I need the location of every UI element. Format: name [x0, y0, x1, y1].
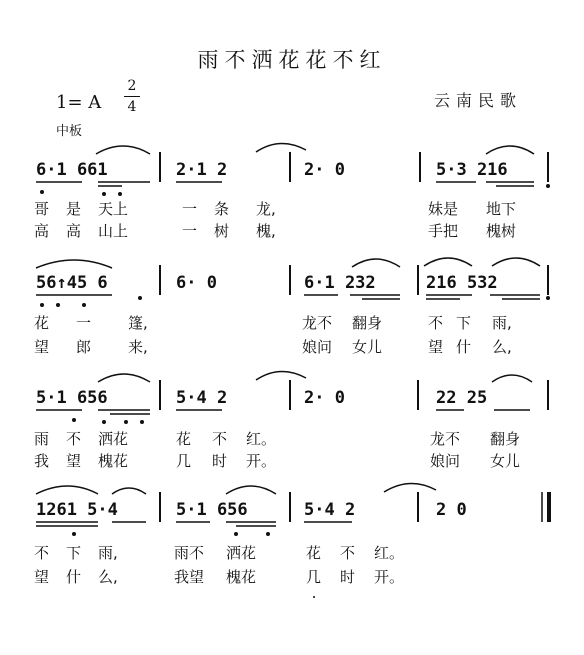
lyric-2-1-4: 龙不 — [302, 314, 333, 332]
lyric-2-1-2: 一 — [76, 314, 92, 332]
lyric-2-1-8: 雨, — [492, 314, 512, 332]
lyric-1-1-6: 龙, — [256, 200, 276, 218]
lyric-2-2-6: 望 — [428, 338, 444, 356]
lyric-1-2-4: 一 — [182, 222, 198, 240]
lyric-3-1-7: 龙不 — [430, 430, 461, 448]
lyric-1-1-7: 妹是 — [428, 200, 459, 218]
octave-dot — [546, 296, 550, 300]
lyric-3-1-2: 不 — [66, 430, 82, 448]
time-signature-top: 2 — [127, 78, 137, 94]
lyric-4-2-1: 望 — [34, 568, 50, 586]
octave-dot — [124, 420, 128, 424]
lyric-1-2-3: 山上 — [98, 222, 129, 240]
lyric-1-1-5: 条 — [214, 200, 230, 218]
lyric-4-1-1: 不 — [34, 544, 50, 562]
measure-4-3: 5·4 2 — [304, 500, 356, 520]
lyric-2-1-3: 篷, — [128, 314, 148, 332]
slur — [96, 146, 150, 154]
lyric-3-2-6: 开。 — [246, 452, 277, 470]
lyric-2-2-2: 郎 — [76, 338, 92, 356]
measure-1-3: 2· 0 — [304, 160, 345, 180]
lyric-3-1-5: 不 — [212, 430, 228, 448]
tempo-marking: 中板 — [56, 124, 83, 139]
measure-4-1: 1261 5·4 — [36, 500, 118, 520]
lyric-3-2-1: 我 — [34, 452, 50, 470]
lyric-2-1-7: 下 — [456, 314, 472, 332]
measure-4-2: 5·1 656 — [176, 500, 248, 520]
tie — [256, 371, 306, 380]
lyric-3-2-2: 望 — [66, 452, 82, 470]
octave-dot — [72, 418, 76, 422]
lyric-2-2-5: 女儿 — [352, 338, 383, 356]
tie — [256, 143, 306, 152]
lyric-1-1-2: 是 — [66, 200, 82, 218]
slur — [492, 258, 540, 266]
lyric-1-2-8: 槐树 — [486, 222, 517, 240]
lyric-3-2-8: 女儿 — [490, 452, 521, 470]
lyric-4-1-6: 花 — [306, 544, 322, 562]
lyric-2-2-8: 么, — [492, 338, 512, 356]
octave-dot — [102, 420, 106, 424]
measure-2-2: 6· 0 — [176, 273, 217, 293]
octave-dot — [118, 192, 122, 196]
measure-2-1: 56↑45 6 — [36, 273, 108, 293]
octave-dot — [72, 532, 76, 536]
tie — [384, 483, 436, 492]
slur — [112, 488, 146, 494]
lyric-4-1-5: 洒花 — [226, 544, 257, 562]
lyric-1-2-1: 高 — [34, 222, 50, 240]
octave-dot — [266, 532, 270, 536]
lyric-1-2-5: 树 — [214, 222, 230, 240]
octave-dot — [102, 192, 106, 196]
song-source: 云南民歌 — [434, 91, 523, 110]
lyric-2-2-4: 娘问 — [302, 338, 333, 356]
lyric-4-2-5: 槐花 — [226, 568, 257, 586]
lyric-3-1-3: 洒花 — [98, 430, 129, 448]
lyric-3-1-1: 雨 — [34, 430, 50, 448]
lyric-1-1-4: 一 — [182, 200, 198, 218]
lyric-3-2-3: 槐花 — [98, 452, 129, 470]
lyric-3-1-4: 花 — [176, 430, 192, 448]
lyric-4-1-4: 雨不 — [174, 544, 205, 562]
lyric-3-1-8: 翻身 — [490, 430, 521, 448]
slur — [424, 258, 472, 266]
slur — [36, 260, 112, 268]
lyric-4-2-4: 我望 — [174, 568, 205, 586]
octave-dot — [546, 184, 550, 188]
lyric-4-2-7: 时 — [340, 568, 356, 586]
octave-dot — [40, 190, 44, 194]
lyric-3-2-5: 时 — [212, 452, 228, 470]
lyric-1-1-8: 地下 — [486, 200, 517, 218]
lyric-1-1-1: 哥 — [34, 200, 50, 218]
key-signature: 1= A — [56, 92, 102, 113]
slur — [98, 374, 150, 382]
lyric-2-1-1: 花 — [34, 314, 50, 332]
lyric-4-1-2: 下 — [66, 544, 82, 562]
lyric-1-2-2: 高 — [66, 222, 82, 240]
lyric-1-2-6: 槐, — [256, 222, 276, 240]
lyric-4-1-7: 不 — [340, 544, 356, 562]
lyric-4-2-3: 么, — [98, 568, 118, 586]
lyric-4-2-8: 开。 — [374, 568, 405, 586]
lyric-2-2-7: 什 — [456, 338, 472, 356]
measure-2-4: 216 532 — [426, 273, 498, 293]
lyric-1-2-7: 手把 — [428, 222, 459, 240]
measure-3-4: 22 25 — [436, 388, 488, 408]
measure-3-3: 2· 0 — [304, 388, 345, 408]
mark-dot — [313, 596, 315, 598]
lyric-4-1-8: 红。 — [374, 544, 405, 562]
slur — [486, 146, 534, 154]
measure-1-1: 6·1 661 — [36, 160, 108, 180]
song-title: 雨不洒花花不红 — [197, 48, 387, 72]
lyric-4-2-2: 什 — [66, 568, 82, 586]
measure-4-4: 2 0 — [436, 500, 467, 520]
lyric-4-2-6: 几 — [306, 568, 322, 586]
octave-dot — [82, 303, 86, 307]
time-signature-bottom: 4 — [127, 99, 137, 115]
measure-3-2: 5·4 2 — [176, 388, 228, 408]
slur — [352, 259, 400, 267]
lyric-3-1-6: 红。 — [246, 430, 277, 448]
octave-dot — [140, 420, 144, 424]
octave-dot — [56, 303, 60, 307]
measure-1-4: 5·3 216 — [436, 160, 508, 180]
octave-dot — [138, 296, 142, 300]
lyric-2-2-3: 来, — [128, 338, 148, 356]
measure-1-2: 2·1 2 — [176, 160, 228, 180]
lyric-3-2-4: 几 — [176, 452, 192, 470]
measure-2-3: 6·1 232 — [304, 273, 376, 293]
octave-dot — [234, 532, 238, 536]
lyric-2-2-1: 望 — [34, 338, 50, 356]
lyric-2-1-5: 翻身 — [352, 314, 383, 332]
lyric-4-1-3: 雨, — [98, 544, 118, 562]
slur — [226, 486, 276, 494]
slur — [492, 375, 532, 382]
lyric-2-1-6: 不 — [428, 314, 444, 332]
lyric-1-1-3: 天上 — [98, 200, 129, 218]
measure-3-1: 5·1 656 — [36, 388, 108, 408]
slur — [36, 486, 98, 494]
lyric-3-2-7: 娘问 — [430, 452, 461, 470]
octave-dot — [40, 303, 44, 307]
